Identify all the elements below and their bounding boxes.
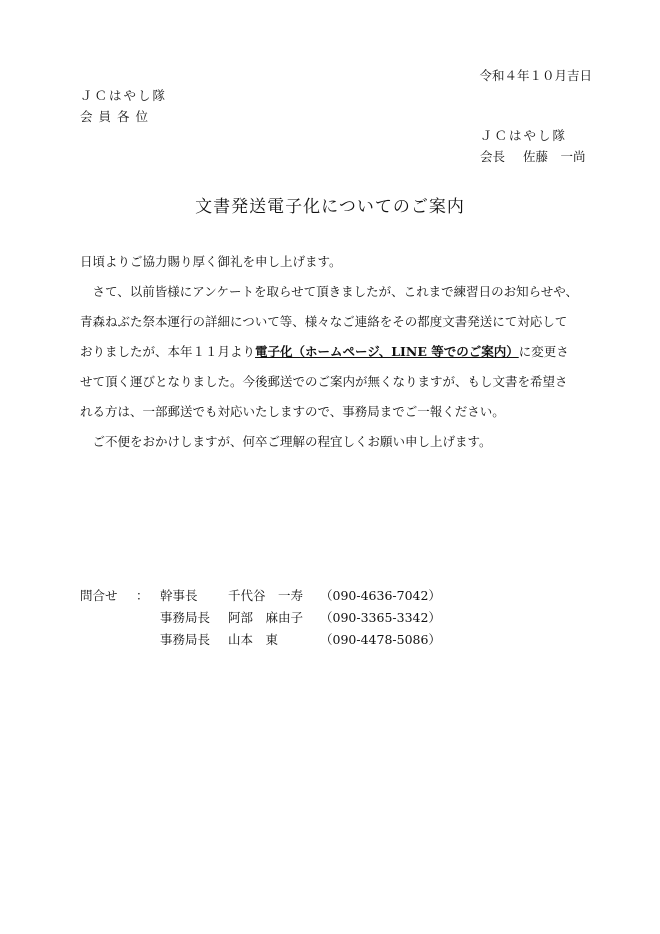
body-line-3-post: に変更さ: [518, 344, 569, 359]
sender-organization: ＪＣはやし隊: [480, 128, 568, 143]
sender-name: 佐藤 一尚: [523, 149, 586, 164]
contact-row: [80, 629, 441, 651]
document-title: 文書発送電子化についてのご案内: [195, 197, 465, 217]
contact-name: 山本 東: [228, 632, 279, 647]
body-line-2: 青森ねぶた祭本運行の詳細について等、様々なご連絡をその都度文書発送にて対応して: [80, 314, 568, 329]
contact-role: 事務局長: [160, 610, 211, 625]
contact-phone: （090-3365-3342）: [320, 610, 441, 625]
body-line-3-pre: おりましたが、本年１１月より: [80, 344, 256, 359]
body-line-3: [80, 337, 600, 367]
contact-phone: （090-4478-5086）: [320, 632, 441, 647]
contact-colon: ：: [136, 588, 149, 603]
closing-paragraph: ご不便をおかけしますが、何卒ご理解の程宜しくお願い申し上げます。: [92, 434, 492, 449]
digitization-emphasis: 電子化（ホームページ、LINE 等でのご案内）: [255, 344, 519, 359]
body-line-4: せて頂く運びとなりました。今後郵送でのご案内が無くなりますが、もし文書を希望さ: [80, 374, 568, 389]
recipient-members: 会員各位: [80, 109, 155, 124]
contact-row: [80, 607, 441, 629]
sender-signature: [480, 147, 586, 165]
body-line-1: さて、以前皆様にアンケートを取らせて頂きましたが、これまで練習日のお知らせや、: [92, 284, 579, 299]
contact-list: [80, 585, 441, 651]
document-body: [80, 247, 600, 457]
recipient-organization: ＪＣはやし隊: [80, 88, 168, 103]
contact-row: [80, 585, 441, 607]
contact-label: 問合せ: [80, 588, 118, 603]
document-date: 令和４年１０月吉日: [479, 68, 592, 83]
greeting-paragraph: 日頃よりご協力賜り厚く御礼を申し上げます。: [80, 254, 342, 269]
contact-role: 事務局長: [160, 632, 211, 647]
contact-name: 阿部 麻由子: [228, 610, 304, 625]
contact-name: 千代谷 一寿: [228, 588, 304, 603]
contact-role: 幹事長: [160, 588, 198, 603]
body-line-5: れる方は、一部郵送でも対応いたしますので、事務局までご一報ください。: [80, 404, 505, 419]
contact-phone: （090-4636-7042）: [320, 588, 441, 603]
sender-title: 会長: [480, 149, 506, 164]
